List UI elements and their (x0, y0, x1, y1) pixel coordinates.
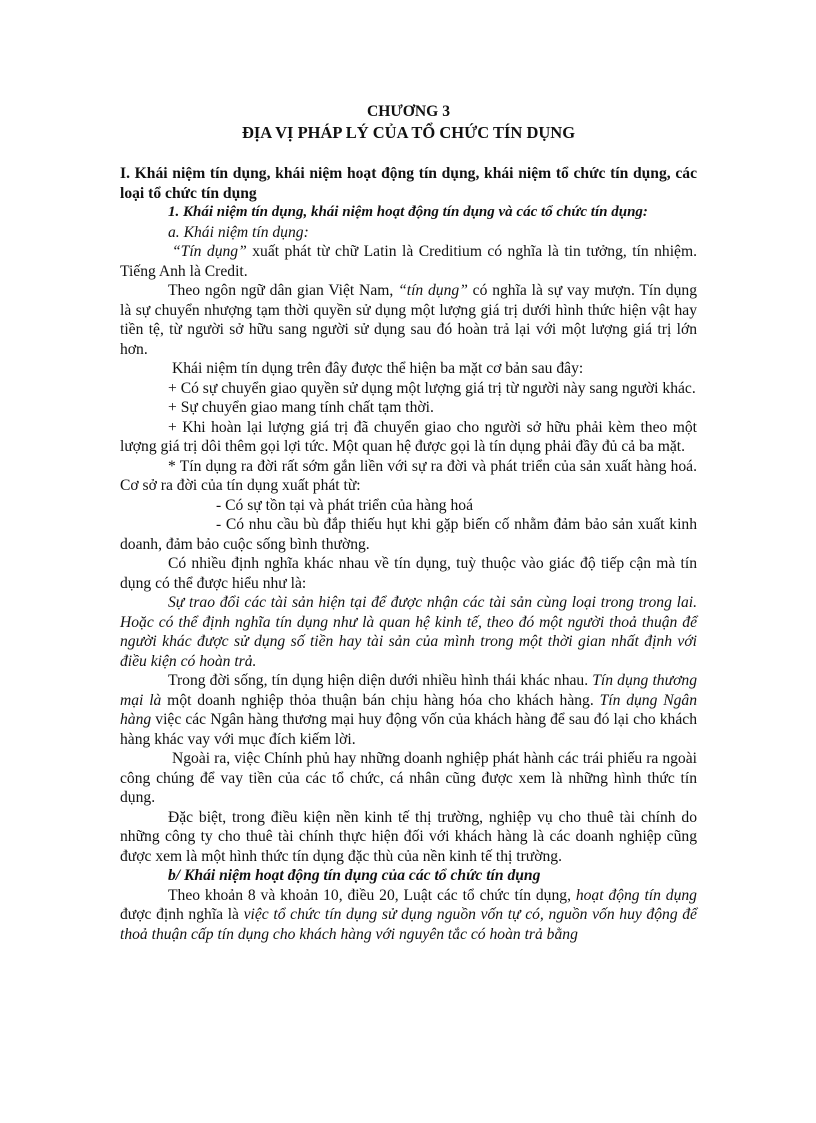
dash-item-2: - Có nhu cầu bù đắp thiếu hụt khi gặp biến cố nhằm đảm bảo sản xuất kinh doanh, đảm bảo cuộc sống bình thường. (120, 516, 697, 553)
paragraph-4: * Tín dụng ra đời rất sớm gắn liền với sự ra đời và phát triển của sản xuất hàng hoá. Cơ sở ra đời của tín dụng xuất phát từ: (120, 457, 697, 494)
bullet-3: + Khi hoàn lại lượng giá trị đã chuyển giao cho người sở hữu phải kèm theo một lượng giá trị dôi thêm gọi lợi tức. Một quan hệ được gọi là tín dụng phải đầy đủ cả ba mặt. (120, 418, 697, 455)
paragraph-10 (120, 886, 697, 945)
paragraph-2 (120, 281, 697, 359)
paragraph-7-b: Tín dụng thương mại là (120, 672, 698, 709)
dash-item-1: - Có sự tồn tại và phát triển của hàng hoá (216, 496, 474, 514)
paragraph-7-e: việc các Ngân hàng thương mại huy động vốn của khách hàng để sau đó lại cho khách hàng khác vay với mục đích kiếm lời. (120, 711, 697, 748)
paragraph-7 (120, 671, 697, 749)
paragraph-3: Khái niệm tín dụng trên đây được thể hiện ba mặt cơ bản sau đây: (172, 360, 584, 377)
paragraph-7-d: Tín dụng Ngân hàng (120, 691, 697, 728)
paragraph-2-term: “tín dụng” (398, 282, 468, 299)
chapter-label: CHƯƠNG 3 (366, 103, 451, 120)
document-page (120, 102, 697, 944)
paragraph-10-c: được định nghĩa là (120, 906, 244, 923)
section-heading: I. Khái niệm tín dụng, khái niệm hoạt động tín dụng, khái niệm tổ chức tín dụng, các loại tổ chức tín dụng (120, 165, 697, 202)
paragraph-1 (120, 242, 697, 281)
bullet-2: + Sự chuyển giao mang tính chất tạm thời. (168, 399, 434, 416)
paragraph-2-before: Theo ngôn ngữ dân gian Việt Nam, (168, 282, 399, 299)
paragraph-8: Ngoài ra, việc Chính phủ hay những doanh nghiệp phát hành các trái phiếu ra ngoài công chúng để vay tiền của các tổ chức, cá nhân cũng được xem là những hình thức tín dụng. (120, 750, 697, 806)
paragraph-10-b: hoạt động tín dụng (575, 886, 697, 904)
paragraph-10-a: Theo khoản 8 và khoản 10, điều 20, Luật các tổ chức tín dụng, (168, 886, 576, 904)
sub-heading-b: b/ Khái niệm hoạt động tín dụng của các tổ chức tín dụng (168, 867, 541, 884)
paragraph-5: Có nhiều định nghĩa khác nhau về tín dụng, tuỳ thuộc vào giác độ tiếp cận mà tín dụng có thể được hiểu như là: (120, 555, 697, 592)
term-tin-dung: “Tín dụng” (172, 243, 247, 260)
paragraph-10-d: việc tổ chức tín dụng sử dụng nguồn vốn tự có, nguồn vốn huy động để thoả thuận cấp tín dụng cho khách hàng với nguyên tắc có hoàn trả bằng (120, 906, 697, 943)
paragraph-9: Đặc biệt, trong điều kiện nền kinh tế thị trường, nghiệp vụ cho thuê tài chính do những công ty cho thuê tài chính thực hiện đối với khách hàng là các doanh nghiệp cũng được xem là một hình thức tín dụng đặc thù của nền kinh tế thị trường. (120, 808, 697, 865)
paragraph-2-after: có nghĩa là sự vay mượn. Tín dụng là sự chuyển nhượng tạm thời quyền sử dụng một lượng giá trị dưới hình thức hiện vật hay tiền tệ, từ người sở hữu sang người sử dụng sau đó hoàn trả lại với một lượng giá trị lớn hơn. (120, 282, 697, 358)
bullet-1: + Có sự chuyển giao quyền sử dụng một lượng giá trị từ người này sang người khác. (168, 379, 696, 397)
paragraph-7-a: Trong đời sống, tín dụng hiện diện dưới nhiều hình thái khác nhau. (168, 672, 593, 689)
chapter-title: ĐỊA VỊ PHÁP LÝ CỦA TỔ CHỨC TÍN DỤNG (241, 123, 576, 142)
sub-heading-a: a. Khái niệm tín dụng: (168, 223, 309, 241)
paragraph-7-c: một doanh nghiệp thỏa thuận bán chịu hàng hóa cho khách hàng. (161, 691, 600, 709)
paragraph-1-text: xuất phát từ chữ Latin là Creditium có nghĩa là tin tưởng, tín nhiệm. Tiếng Anh là Credit. (120, 243, 697, 280)
subsection-heading-1: 1. Khái niệm tín dụng, khái niệm hoạt động tín dụng và các tổ chức tín dụng: (168, 204, 648, 220)
paragraph-6-definition: Sự trao đổi các tài sản hiện tại để được nhận các tài sản cùng loại trong trong lai. Hoặc có thể định nghĩa tín dụng như là quan hệ kinh tế, theo đó một người thoả thuận để người khác được sử dụng số tiền hay tài sản của mình trong một thời gian nhất định với điều kiện có hoàn trả. (120, 594, 697, 670)
